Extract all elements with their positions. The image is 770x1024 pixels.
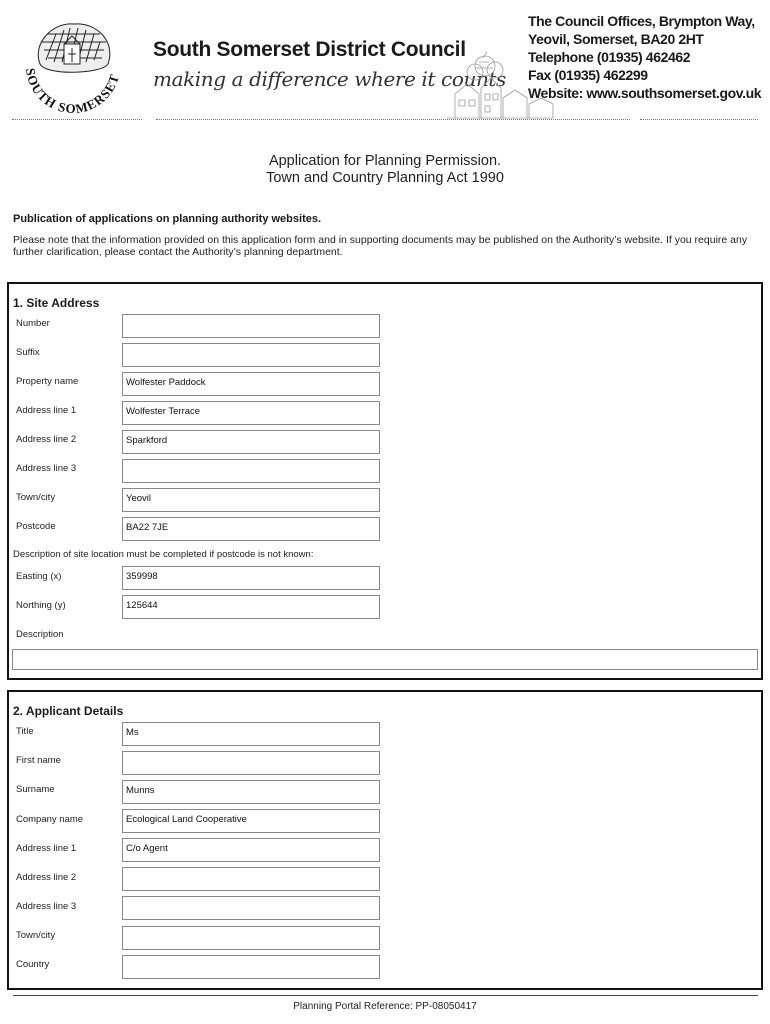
- site-address-heading: 1. Site Address: [13, 296, 100, 310]
- contact-fax: Fax (01935) 462299: [528, 67, 648, 83]
- council-tagline: making a difference where it counts: [153, 67, 506, 91]
- first-name-field[interactable]: [122, 751, 380, 775]
- suffix-label: Suffix: [16, 347, 40, 358]
- header-divider: [640, 119, 758, 120]
- contact-telephone: Telephone (01935) 462462: [528, 49, 691, 65]
- applicant-details-section: [7, 690, 763, 990]
- surname-label: Surname: [16, 784, 55, 795]
- country-label: Country: [16, 959, 50, 970]
- applicant-address-line-2-field[interactable]: [122, 867, 380, 891]
- address-line-3-field[interactable]: [122, 459, 380, 483]
- number-field[interactable]: [122, 314, 380, 338]
- applicant-address-line-3-field[interactable]: [122, 896, 380, 920]
- postcode-label: Postcode: [16, 521, 56, 532]
- town-city-field[interactable]: Yeovil: [122, 488, 380, 512]
- title-line-2: Town and Country Planning Act 1990: [266, 170, 504, 186]
- northing-label: Northing (y): [16, 600, 66, 611]
- header-divider: [12, 119, 142, 120]
- council-name: South Somerset District Council: [153, 38, 466, 61]
- location-note: Description of site location must be completed if postcode is not known:: [13, 549, 314, 560]
- northing-field[interactable]: 125644: [122, 595, 380, 619]
- address-line-1-label: Address line 1: [16, 405, 77, 416]
- svg-text:SOUTH SOMERSET: [23, 67, 122, 116]
- description-field[interactable]: [12, 649, 758, 670]
- surname-field[interactable]: Munns: [122, 780, 380, 804]
- description-label: Description: [16, 629, 64, 640]
- title-field[interactable]: Ms: [122, 722, 380, 746]
- applicant-address-line-2-label: Address line 2: [16, 872, 77, 883]
- easting-label: Easting (x): [16, 571, 62, 582]
- property-name-label: Property name: [16, 376, 79, 387]
- address-line-2-field[interactable]: Sparkford: [122, 430, 380, 454]
- contact-website: Website: www.southsomerset.gov.uk: [528, 85, 762, 101]
- postcode-field[interactable]: BA22 7JE: [122, 517, 380, 541]
- first-name-label: First name: [16, 755, 61, 766]
- contact-address-line-1: The Council Offices, Brympton Way,: [528, 13, 755, 29]
- portal-reference: Planning Portal Reference: PP-08050417: [293, 1001, 477, 1012]
- address-line-1-field[interactable]: Wolfester Terrace: [122, 401, 380, 425]
- number-label: Number: [16, 318, 50, 329]
- header-divider: [156, 119, 630, 120]
- logo-arc-text: SOUTH SOMERSET: [22, 67, 123, 116]
- publication-heading: Publication of applications on planning authority websites.: [13, 213, 322, 225]
- title-line-1: Application for Planning Permission.: [268, 153, 502, 169]
- footer-divider: [13, 995, 758, 996]
- applicant-town-city-label: Town/city: [16, 930, 56, 941]
- company-name-field[interactable]: Ecological Land Cooperative: [122, 809, 380, 833]
- applicant-details-heading: 2. Applicant Details: [13, 704, 124, 718]
- address-line-2-label: Address line 2: [16, 434, 77, 445]
- council-logo: [12, 14, 134, 116]
- applicant-address-line-1-field[interactable]: C/o Agent: [122, 838, 380, 862]
- council-contact-details: [528, 12, 761, 102]
- publication-notice: Please note that the information provided on this application form and in supporting documents may be published on the Authority’s website. If you require any further clarification, please contact the Authority’s planning department.: [13, 234, 748, 258]
- document-title: [0, 153, 770, 187]
- town-city-label: Town/city: [16, 492, 56, 503]
- easting-field[interactable]: 359998: [122, 566, 380, 590]
- contact-address-line-2: Yeovil, Somerset, BA20 2HT: [528, 31, 704, 47]
- applicant-address-line-1-label: Address line 1: [16, 843, 77, 854]
- company-name-label: Company name: [16, 814, 84, 825]
- applicant-address-line-3-label: Address line 3: [16, 901, 77, 912]
- property-name-field[interactable]: Wolfester Paddock: [122, 372, 380, 396]
- address-line-3-label: Address line 3: [16, 463, 77, 474]
- applicant-town-city-field[interactable]: [122, 926, 380, 950]
- site-address-section: [7, 282, 763, 680]
- suffix-field[interactable]: [122, 343, 380, 367]
- country-field[interactable]: [122, 955, 380, 979]
- title-label: Title: [16, 726, 34, 737]
